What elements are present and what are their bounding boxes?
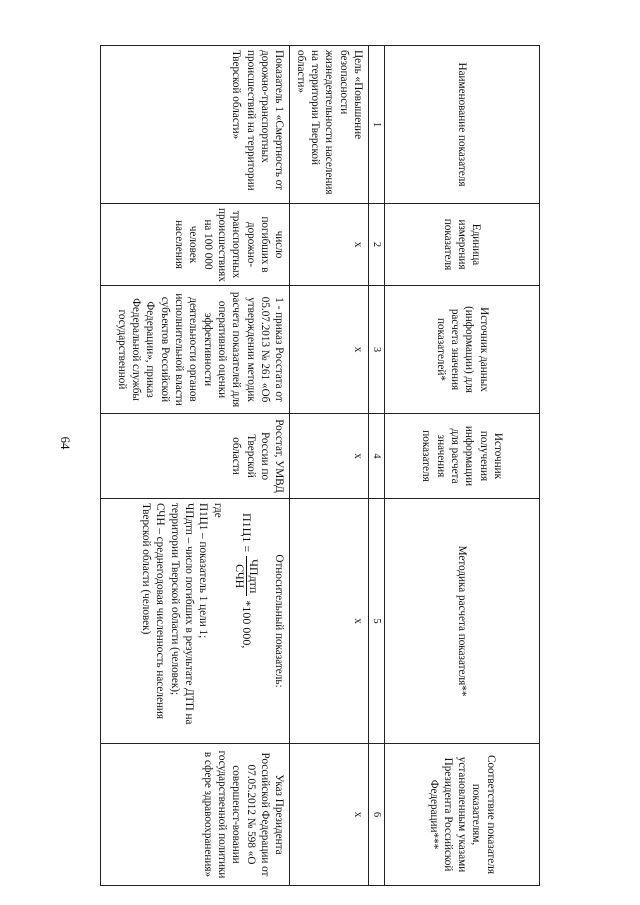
page-number: 64 (58, 436, 73, 450)
indicator-data-source: 1 - приказ Росстата от 05.07.2013 № 261 «Об утверждении методик расчета показателей для оперативной оценки эффективности деятельности органов исполнительной власти субъектов Российской Федерации», приказ Федеральной службы государственной (101, 286, 290, 414)
formula-lhs: П1Ц1 = (240, 513, 255, 553)
rotated-table-wrapper (100, 45, 540, 885)
column-number: 4 (369, 414, 385, 499)
header-info-source: Источник получения информации для расчета значения показателя (385, 414, 540, 499)
indicator-decree: Указ Президента Российской Федерации от 07.05.2012 № 598 «О совершенст-вовании государственной политики в сфере здравоохранения» (101, 744, 290, 886)
table-header-row (385, 46, 540, 886)
goal-name: Цель «Повышение безопасности жизнедеятельности населения на территории Тверской области» (290, 46, 369, 204)
column-number: 6 (369, 744, 385, 886)
indicator-name: Показатель 1 «Смертность от дорожно-транспортных происшествий на территории Тверской области» (101, 46, 290, 204)
method-where: где (211, 503, 224, 518)
method-formula (233, 513, 260, 739)
method-line: П1Ц1 – показатель 1 цели 1; (197, 503, 210, 639)
method-line: СЧН – среднегодовая численность населения Тверской области (человек) (140, 503, 167, 720)
goal-unit: х (290, 204, 369, 286)
column-number: 2 (369, 204, 385, 286)
indicator-method (101, 499, 290, 744)
formula-denominator: СЧН (232, 564, 247, 589)
formula-numerator: ЧПдтп (246, 556, 260, 596)
indicator-unit: число погибших в дорожно-транспортных происшествиях на 100 000 человек населения (101, 204, 290, 286)
goal-decree: х (290, 744, 369, 886)
column-number-row (369, 46, 385, 886)
method-intro: Относительный показатель: (273, 554, 286, 688)
header-unit: Единица измерения показателя (385, 204, 540, 286)
header-name: Наименование показателя (385, 46, 540, 204)
goal-data-source: х (290, 286, 369, 414)
formula-fraction (233, 556, 260, 596)
goal-method: х (290, 499, 369, 744)
column-number: 1 (369, 46, 385, 204)
header-data-source: Источник данных (информации) для расчета значения показателей* (385, 286, 540, 414)
goal-row (290, 46, 369, 886)
formula-rhs: *100 000, (240, 600, 255, 649)
indicator-row (101, 46, 290, 886)
indicators-table (100, 45, 540, 886)
header-method: Методика расчета показателя** (385, 499, 540, 744)
column-number: 5 (369, 499, 385, 744)
header-decree: Соответствие показателя показателям, установленным указами Президента Российской Федерации*** (385, 744, 540, 886)
goal-info-source: х (290, 414, 369, 499)
indicator-info-source: Росстат, УМВД России по Тверской области (101, 414, 290, 499)
column-number: 3 (369, 286, 385, 414)
method-line: ЧПдтп – число погибших в результате ДТП на территории Тверской области (человек); (168, 503, 195, 725)
